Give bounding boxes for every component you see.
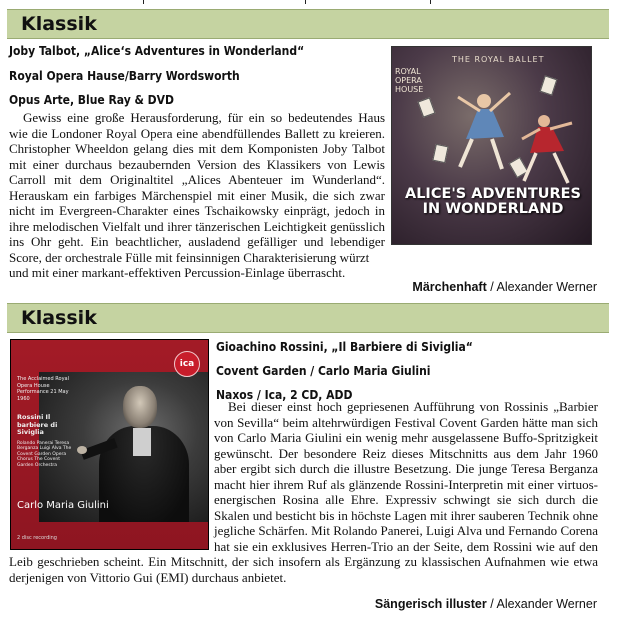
review-alice-signature [412, 280, 597, 295]
work-title: Gioachino Rossini, „Il Barbiere di Siviglia“ [216, 340, 473, 354]
review-alice-body-full: und mit einer markant-effektiven Percussion-Einlage überrascht. [9, 265, 346, 280]
review-rossini-body [9, 399, 598, 597]
cover-wrap-space [9, 399, 214, 554]
dancer-figure [520, 109, 575, 189]
review-rossini-text: Bei dieser einst hoch gepriesenen Aufführung von Rossinis „Barbier von Sevilla“ beim altehrwürdigen Festival Covent Garden hätte man sich von Carlo Maria Giulini ein wenig mehr ausgelassene Buffo-Spritzigkeit gewünscht. Der besondere Reiz dieses Mitschnitts aus dem Jahr 1960 aber ergibt sich durch die illustre Besetzung. Die junge Teresa Berganza macht hier ihrem Ruf als glänzende Rossini-Interpretin mit einer virtuos-energischen Rosina alle Ehre. Expressiv schwingt sie sich durch die Skalen und besticht bis in höchste Lagen mit ihrer sauberen Technik ohne jegliche Schärfen. Mit Rolando Panerei, Luigi Alva und Fernando Corena hat sie ein exklusives Herren-Trio an der Seite, dem Rossini wie auf den Leib geschrieben scheint. Ein Mitschnitt, der sich insofern als Ergänzung zu klassischen Aufnahmen wie etwa derjenigen von Vittorio Gui (EMI) durchaus anbietet. [9, 399, 598, 585]
rule-mark [430, 0, 431, 4]
cover-side-text: ROYAL OPERA HOUSE [395, 67, 424, 94]
review-alice [7, 9, 609, 39]
author: / Alexander Werner [486, 280, 597, 294]
label-logo: ica [174, 351, 200, 377]
author: / Alexander Werner [486, 597, 597, 611]
cover-conductor: Carlo Maria Giulini [17, 500, 109, 511]
verdict: Märchenhaft [412, 280, 487, 294]
section-heading: Klassik [7, 303, 609, 333]
cover-title: ALICE'S ADVENTURES IN WONDERLAND [404, 186, 582, 217]
verdict: Sängerisch illuster [374, 597, 487, 611]
cover-opera: Rossini Il barbiere di Siviglia [17, 413, 58, 436]
review-alice-body-top: Gewiss eine große Herausforderung, für ein so bedeutendes Haus wie die Londoner Royal Opera eine abendfüllendes Ballett zu kreieren. Christopher Wheeldon gelang dies mit dem Komponisten Joby Talbot mit einer durchaus bezaubernden Version des Klassikers von Lewis Carroll mit dem Originaltitel „Alices Abenteuer im Wunderland“. Herauskam ein farbiges Märchenspiel mit einer Musik, die sich zwar nicht im Evergreen-Charakter eines Tschaikowsky einprägt, jedoch in ihre melodischen Vielfalt und ihrer tänzerischen Leichtigkeit genüsslich ins Ohr geht. Ein beachtlicher, ausladend gefälliger und lebendiger Score, der orchestrale Fülle mit feinsinnigen Charakterisierung würzt [9, 110, 385, 265]
cover-top-label: THE ROYAL BALLET [452, 55, 545, 64]
work-title: Joby Talbot, „Alice‘s Adventures in Wonderland“ [9, 44, 305, 58]
performers: Covent Garden / Carlo Maria Giulini [216, 364, 431, 378]
review-rossini-signature [369, 597, 597, 612]
cover-cast: Rolando Panerai Teresa Berganza Luigi Alva The Covent Garden Opera Chorus The Covent Garden Orchestra [17, 440, 72, 468]
rule-mark [143, 0, 144, 4]
review-rossini-header [216, 340, 596, 402]
cover-recording: 2 disc recording [17, 535, 57, 541]
top-rule [0, 0, 617, 4]
label-format: Opus Arte, Blue Ray & DVD [9, 93, 174, 107]
dancer-figure [452, 87, 512, 177]
section-heading: Klassik [7, 9, 609, 39]
album-cover-alice [391, 46, 592, 245]
review-alice-header [9, 44, 387, 107]
cover-acclaim: The Acclaimed Royal Opera House Performance 21 May 1960 [17, 376, 69, 402]
label-format: Naxos / Ica, 2 CD, ADD [216, 388, 353, 402]
rule-mark [305, 0, 306, 4]
review-rossini [7, 303, 609, 333]
performers: Royal Opera Hause/Barry Wordsworth [9, 69, 240, 83]
